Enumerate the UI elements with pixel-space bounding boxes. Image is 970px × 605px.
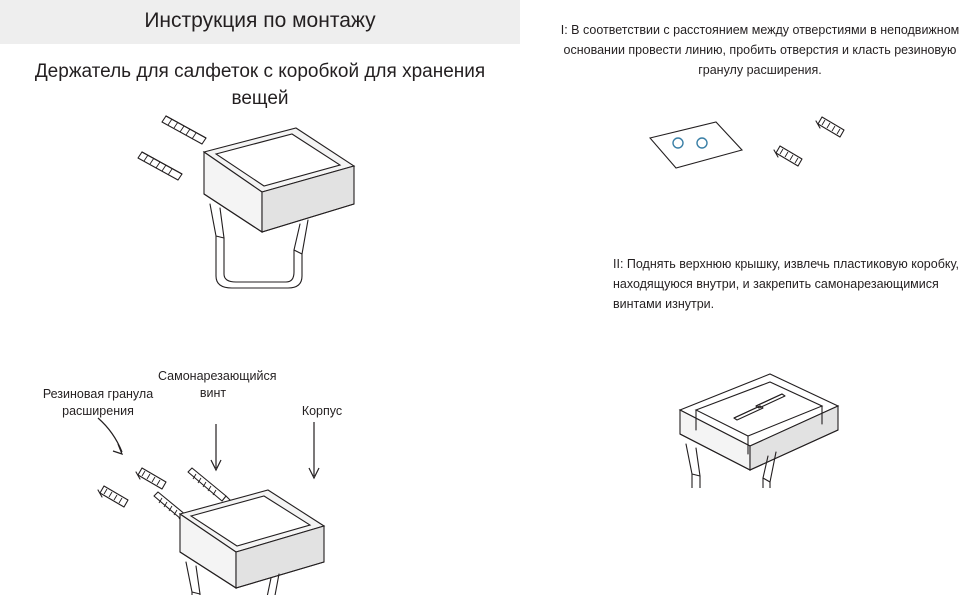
holder-body (180, 490, 324, 595)
figure-wall-plate-anchors (630, 110, 860, 190)
step-2-text: II: Поднять верхнюю крышку, извлечь пластиковую коробку, находящуюся внутри, и закрепить самонарезающимися винтами изнутри. (613, 257, 959, 311)
figure-open-box (660, 358, 880, 488)
rubber-anchor-2 (774, 146, 802, 166)
rubber-anchor-1 (816, 117, 844, 137)
mount-screw-lower (138, 152, 182, 180)
mount-screw-upper (162, 116, 206, 144)
page-title: Инструкция по монтажу (144, 9, 376, 32)
callout-arrow-screw (211, 424, 221, 470)
wall-plate (650, 122, 742, 168)
callout-label-body: Корпус (301, 404, 343, 418)
product-title: Держатель для салфеток с коробкой для хранения вещей (34, 61, 486, 109)
plate-hole-right (697, 138, 707, 148)
callout-label-screw: Самонарезающийся винт (158, 369, 277, 400)
step-1-text: I: В соответствии с расстоянием между отверстиями в неподвижном основании провести линию, пробить отверстия и класть резиновую гранулу расширения. (560, 23, 960, 77)
rubber-anchor-b (98, 486, 128, 507)
callout-arrow-body (309, 422, 319, 478)
self-tapping-screw-a (188, 468, 232, 502)
callout-label-anchor: Резиновая гранула расширения (42, 387, 154, 418)
figure-assembled-holder (120, 108, 370, 293)
figure-exploded-parts (70, 410, 390, 595)
plate-hole-left (673, 138, 683, 148)
callout-arrow-anchor (98, 418, 122, 454)
rubber-anchor-a (136, 468, 166, 489)
